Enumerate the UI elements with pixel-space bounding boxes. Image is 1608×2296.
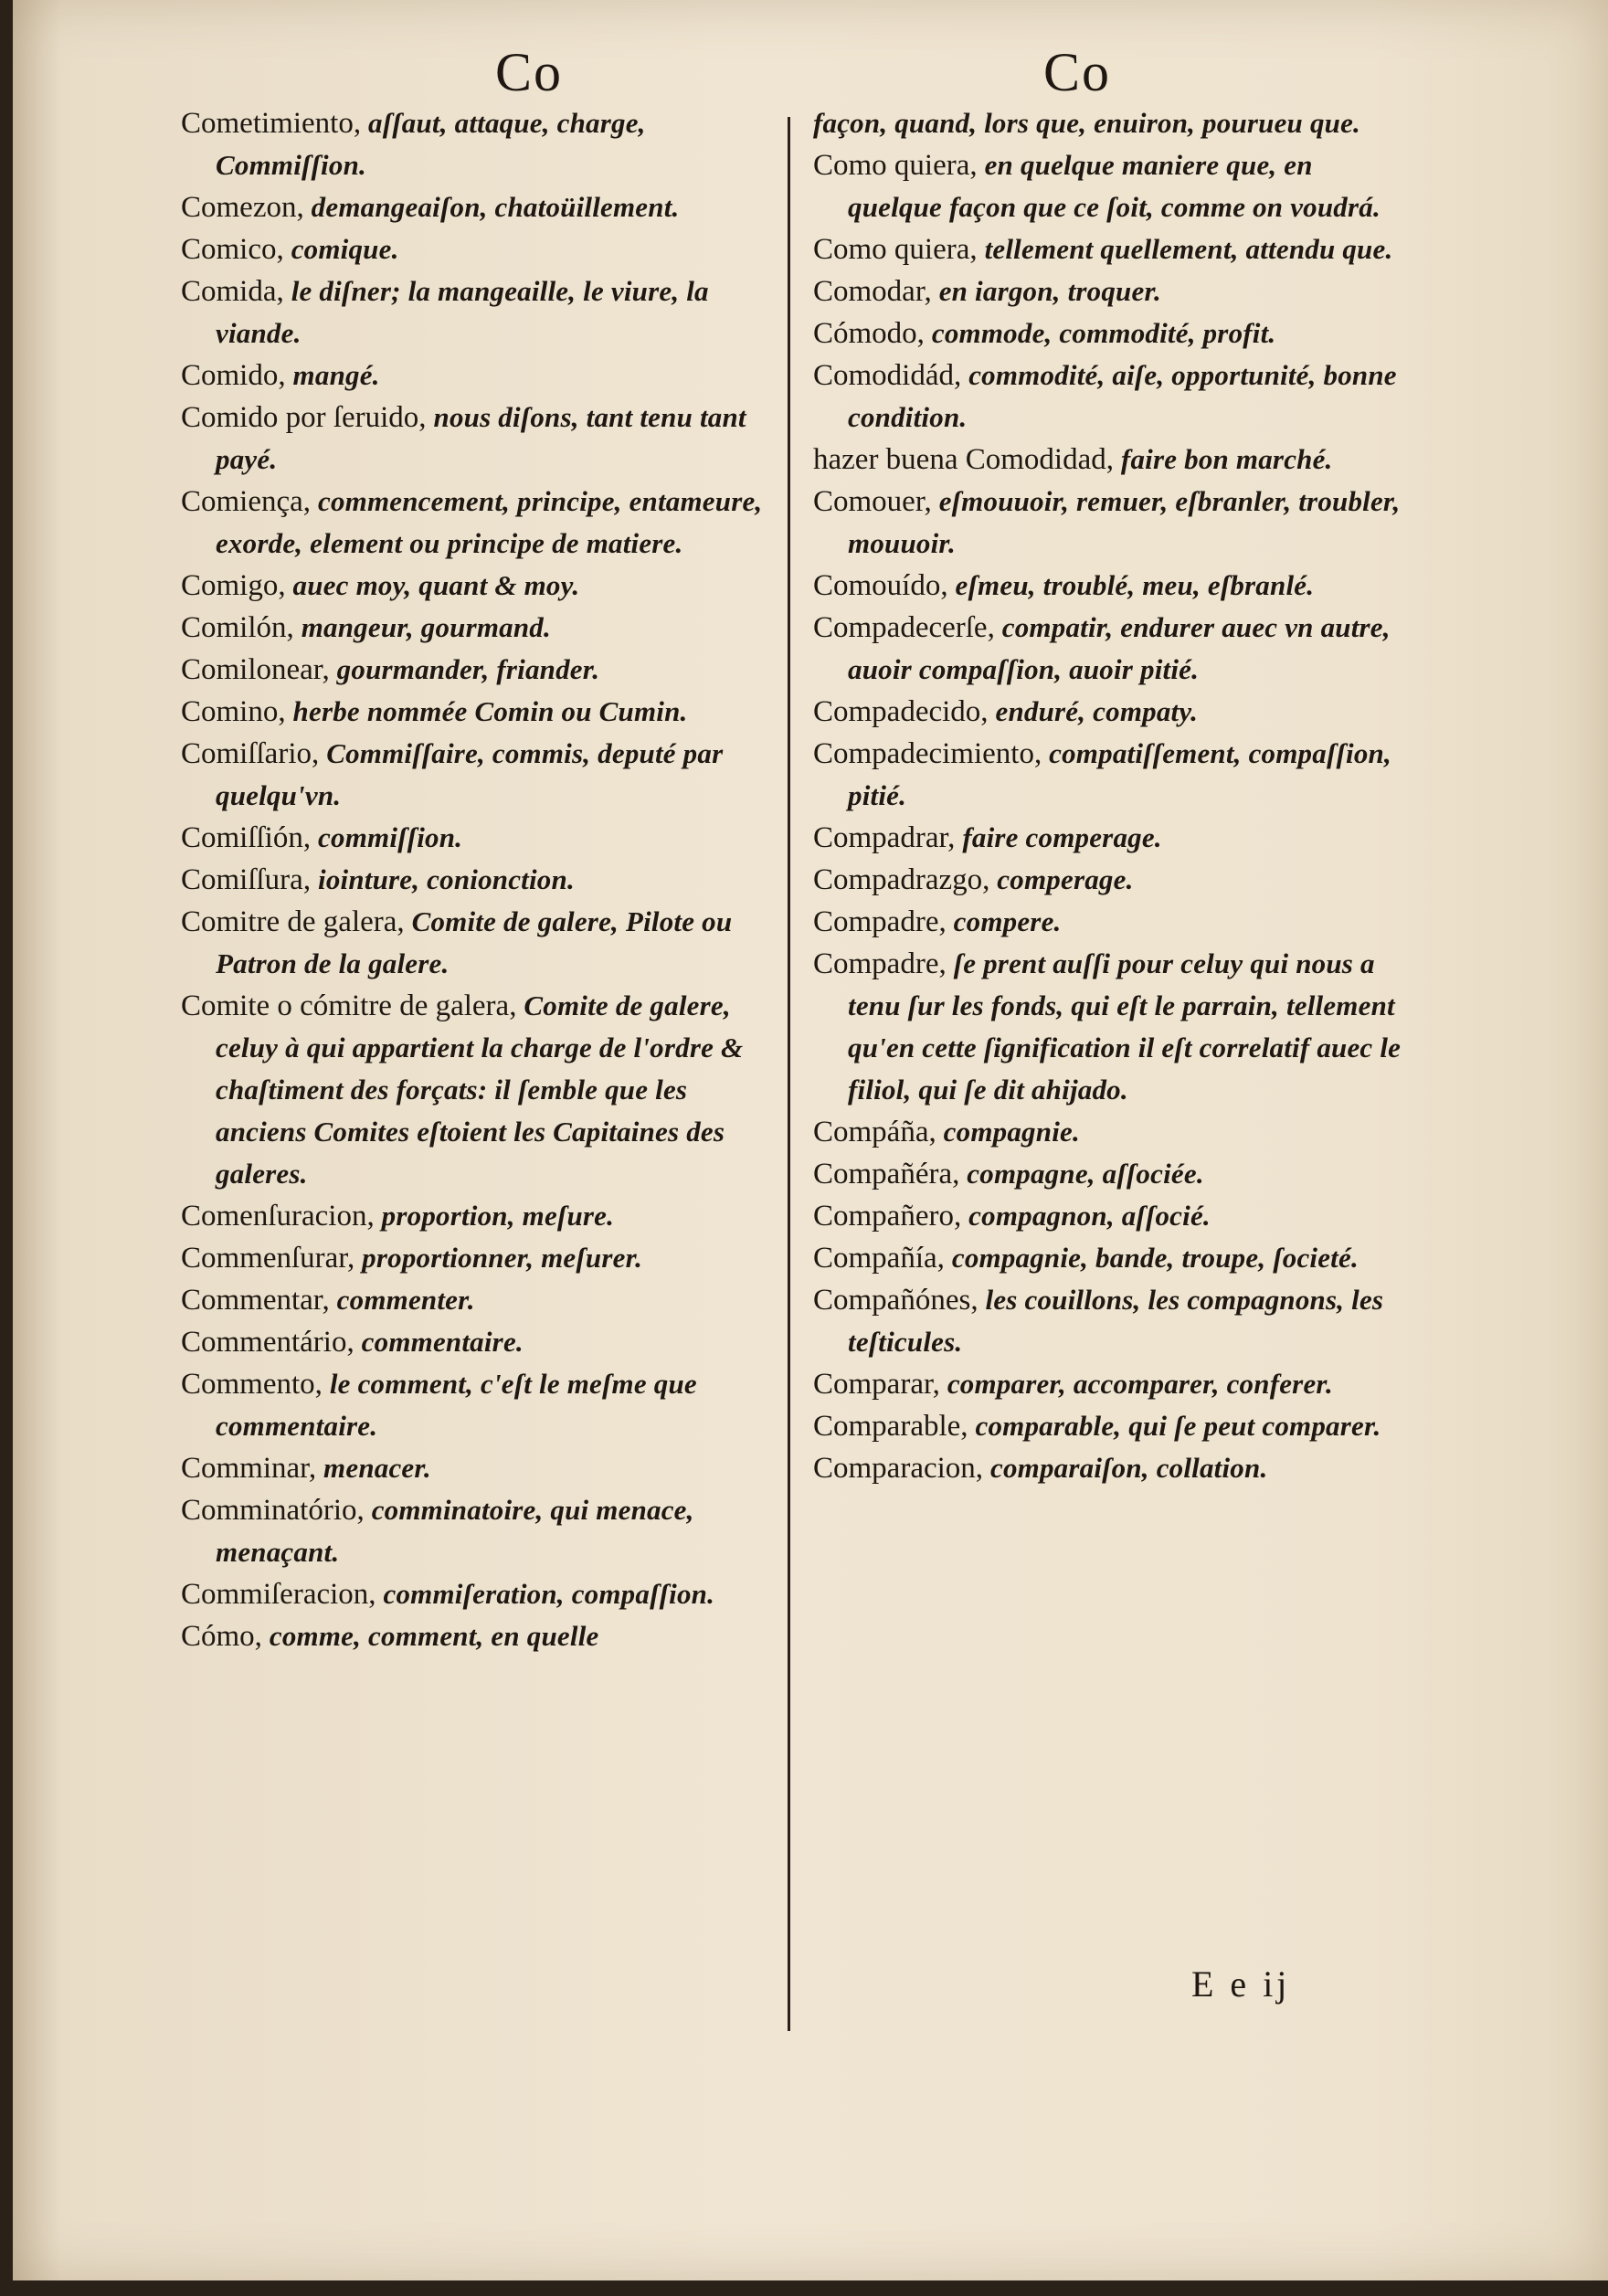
entry-headword: Comigo, — [181, 569, 286, 602]
dictionary-entry — [813, 1363, 1411, 1405]
entry-definition: commenter. — [329, 1284, 475, 1316]
signature-mark: E e ij — [1191, 1963, 1291, 2005]
dictionary-entry — [181, 565, 780, 607]
right-column — [813, 102, 1411, 1489]
entry-headword: Compañéra, — [813, 1158, 960, 1190]
entry-headword: Como quiera, — [813, 233, 978, 266]
entry-definition: comme, comment, en quelle — [261, 1620, 599, 1652]
entry-headword: Comparacion, — [813, 1452, 984, 1485]
entry-definition: comparable, qui ſe peut comparer. — [968, 1410, 1381, 1442]
entry-definition: proportionner, meſurer. — [354, 1242, 643, 1274]
running-head-left: Co — [495, 42, 564, 102]
entry-definition: compagnie. — [936, 1116, 1080, 1148]
entry-definition: Comite de galere, celuy à qui appartient la charge de l'ordre & chaſtiment des forçats: il ſemble que les anciens Comites eſtoient les Capitaines des galeres. — [216, 989, 744, 1190]
entry-headword: Comiença, — [181, 485, 312, 518]
dictionary-entry — [813, 859, 1411, 901]
entry-definition: demangeaiſon, chatoüillement. — [303, 191, 680, 223]
entry-headword: Comminar, — [181, 1452, 317, 1485]
entry-headword: Comitre de galera, — [181, 905, 405, 938]
entry-headword: Como quiera, — [813, 149, 978, 182]
dictionary-entry — [181, 228, 780, 270]
entry-definition: compatiſſement, compaſſion, pitié. — [848, 737, 1391, 811]
entry-definition: le comment, c'eſt le meſme que commentaire. — [216, 1368, 697, 1442]
dictionary-entry — [813, 1447, 1411, 1489]
dictionary-entry — [181, 270, 780, 354]
entry-definition: Commiſſaire, commis, deputé par quelqu'vn. — [216, 737, 724, 811]
entry-definition: compere. — [946, 905, 1062, 937]
entry-headword: Cometimiento, — [181, 107, 362, 140]
entry-definition: commentaire. — [354, 1326, 524, 1358]
entry-definition: mangé. — [285, 359, 380, 391]
dictionary-entry — [181, 901, 780, 985]
entry-headword: Comparar, — [813, 1368, 940, 1401]
running-head-right: Co — [1043, 42, 1112, 102]
entry-headword: Compañónes, — [813, 1284, 979, 1317]
dictionary-entry — [813, 607, 1411, 691]
dictionary-entry — [813, 102, 1411, 144]
entry-headword: Cómodo, — [813, 317, 925, 350]
entry-headword: hazer buena Comodidad, — [813, 443, 1114, 476]
dictionary-entry — [813, 1195, 1411, 1237]
dictionary-entry — [181, 1489, 780, 1573]
entry-headword: Compadrar, — [813, 821, 956, 854]
entry-definition: enduré, compaty. — [988, 695, 1199, 727]
entry-definition: compagnon, aſſocié. — [961, 1200, 1211, 1232]
entry-headword: Comico, — [181, 233, 284, 266]
dictionary-entry — [813, 228, 1411, 270]
entry-headword: Compáña, — [813, 1116, 936, 1148]
entry-headword: Comino, — [181, 695, 286, 728]
entry-definition: compagne, aſſociée. — [959, 1158, 1204, 1190]
entry-definition: en iargon, troquer. — [931, 275, 1161, 307]
entry-headword: Compadecimiento, — [813, 737, 1042, 770]
entry-headword: Comezon, — [181, 191, 304, 224]
dictionary-entry — [181, 607, 780, 649]
dictionary-entry — [813, 1237, 1411, 1279]
dictionary-entry — [181, 1363, 780, 1447]
dictionary-entry — [813, 439, 1411, 481]
dictionary-entry — [813, 1153, 1411, 1195]
entry-headword: Comouer, — [813, 485, 932, 518]
dictionary-entry — [181, 1237, 780, 1279]
entry-definition: Comite de galere, Pilote ou Patron de la galere. — [216, 905, 733, 979]
entry-headword: Commento, — [181, 1368, 323, 1401]
dictionary-entry — [813, 565, 1411, 607]
dictionary-entry — [813, 270, 1411, 312]
entry-definition: le diſner; la mangeaille, le viure, la viande. — [216, 275, 709, 349]
book-page — [13, 0, 1608, 2280]
entry-headword: Compadrazgo, — [813, 863, 990, 896]
entry-headword: Comido, — [181, 359, 286, 392]
entry-headword: Comiſſario, — [181, 737, 320, 770]
entry-definition: comperage. — [989, 863, 1134, 895]
entry-headword: Comida, — [181, 275, 284, 308]
entry-definition: eſmeu, troublé, meu, eſbranlé. — [947, 569, 1315, 601]
entry-definition: compatir, endurer auec vn autre, auoir compaſſion, auoir pitié. — [848, 611, 1391, 685]
entry-headword: Comodar, — [813, 275, 932, 308]
dictionary-entry — [181, 691, 780, 733]
dictionary-entry — [181, 859, 780, 901]
dictionary-entry — [181, 733, 780, 817]
dictionary-entry — [813, 733, 1411, 817]
entry-headword: Compañía, — [813, 1242, 945, 1275]
entry-definition: aſſaut, attaque, charge, Commiſſion. — [216, 107, 646, 181]
entry-definition: faire comperage. — [955, 821, 1162, 853]
dictionary-entry — [813, 901, 1411, 943]
dictionary-entry — [181, 186, 780, 228]
dictionary-entry — [813, 1405, 1411, 1447]
entry-definition: façon, quand, lors que, enuiron, pourueu que. — [813, 107, 1360, 139]
entry-headword: Comminatório, — [181, 1494, 365, 1527]
entry-definition: faire bon marché. — [1113, 443, 1333, 475]
entry-headword: Comilonear, — [181, 653, 330, 686]
entry-headword: Comiſſura, — [181, 863, 312, 896]
entry-headword: Cómo, — [181, 1620, 262, 1653]
entry-headword: Compadre, — [813, 947, 947, 980]
entry-definition: les couillons, les compagnons, les teſticules. — [848, 1284, 1384, 1358]
entry-definition: compagnie, bande, troupe, ſocieté. — [944, 1242, 1359, 1274]
entry-definition: commiſſion. — [311, 821, 463, 853]
entry-definition: comparer, accomparer, conferer. — [939, 1368, 1333, 1400]
entry-headword: Comouído, — [813, 569, 948, 602]
entry-definition: mangeur, gourmand. — [293, 611, 551, 643]
entry-headword: Comite o cómitre de galera, — [181, 989, 517, 1022]
entry-definition: en quelque maniere que, en quelque façon que ce ſoit, comme on voudrá. — [848, 149, 1381, 223]
left-column — [181, 102, 780, 1657]
entry-headword: Comiſſión, — [181, 821, 312, 854]
dictionary-entry — [181, 649, 780, 691]
dictionary-entry — [813, 943, 1411, 1111]
entry-definition: iointure, conionction. — [311, 863, 575, 895]
entry-definition: gourmander, friander. — [329, 653, 600, 685]
dictionary-entry — [813, 481, 1411, 565]
entry-definition: commencement, principe, entameure, exorde, element ou principe de matiere. — [216, 485, 763, 559]
dictionary-entry — [181, 397, 780, 481]
dictionary-entry — [813, 354, 1411, 439]
dictionary-entry — [181, 102, 780, 186]
dictionary-entry — [813, 144, 1411, 228]
entry-definition: eſmouuoir, remuer, eſbranler, troubler, mouuoir. — [848, 485, 1401, 559]
dictionary-entry — [181, 1195, 780, 1237]
entry-headword: Comenſuracion, — [181, 1200, 375, 1233]
entry-definition: herbe nommée Comin ou Cumin. — [285, 695, 688, 727]
dictionary-entry — [813, 1279, 1411, 1363]
entry-definition: nous diſons, tant tenu tant payé. — [216, 401, 746, 475]
entry-definition: comparaiſon, collation. — [983, 1452, 1268, 1484]
entry-headword: Compadecido, — [813, 695, 989, 728]
entry-headword: Comodidád, — [813, 359, 962, 392]
entry-definition: comminatoire, qui menace, menaçant. — [216, 1494, 694, 1568]
entry-definition: ſe prent auſſi pour celuy qui nous a tenu ſur les fonds, qui eſt le parrain, tellement qu'en cette ſignification il eſt correlatif auec le filiol, qui ſe dit ahijado. — [848, 947, 1402, 1106]
dictionary-entry — [813, 1111, 1411, 1153]
dictionary-entry — [813, 691, 1411, 733]
entry-definition: menacer. — [316, 1452, 431, 1484]
dictionary-entry — [181, 1279, 780, 1321]
dictionary-entry — [181, 1573, 780, 1615]
dictionary-entry — [181, 354, 780, 397]
dictionary-entry — [181, 1447, 780, 1489]
dictionary-entry — [813, 312, 1411, 354]
entry-headword: Commiſeracion, — [181, 1578, 376, 1611]
entry-definition: commiſeration, compaſſion. — [376, 1578, 715, 1610]
entry-headword: Compadre, — [813, 905, 947, 938]
dictionary-entry — [181, 1615, 780, 1657]
entry-definition: commodité, aiſe, opportunité, bonne condition. — [848, 359, 1397, 433]
entry-definition: comique. — [283, 233, 399, 265]
dictionary-entry — [181, 985, 780, 1195]
entry-headword: Comido por ſeruido, — [181, 401, 427, 434]
dictionary-entry — [181, 1321, 780, 1363]
entry-definition: tellement quellement, attendu que. — [977, 233, 1393, 265]
entry-definition: commode, commodité, profit. — [924, 317, 1276, 349]
entry-headword: Commenſurar, — [181, 1242, 355, 1275]
dictionary-entry — [181, 481, 780, 565]
dictionary-entry — [181, 817, 780, 859]
entry-definition: proportion, meſure. — [374, 1200, 615, 1232]
entry-headword: Comparable, — [813, 1410, 968, 1443]
entry-headword: Commentário, — [181, 1326, 354, 1359]
entry-headword: Commentar, — [181, 1284, 330, 1317]
dictionary-entry — [813, 817, 1411, 859]
entry-headword: Comilón, — [181, 611, 294, 644]
entry-definition: auec moy, quant & moy. — [285, 569, 580, 601]
column-divider — [788, 117, 790, 2031]
entry-headword: Compadecerſe, — [813, 611, 995, 644]
entry-headword: Compañero, — [813, 1200, 962, 1233]
